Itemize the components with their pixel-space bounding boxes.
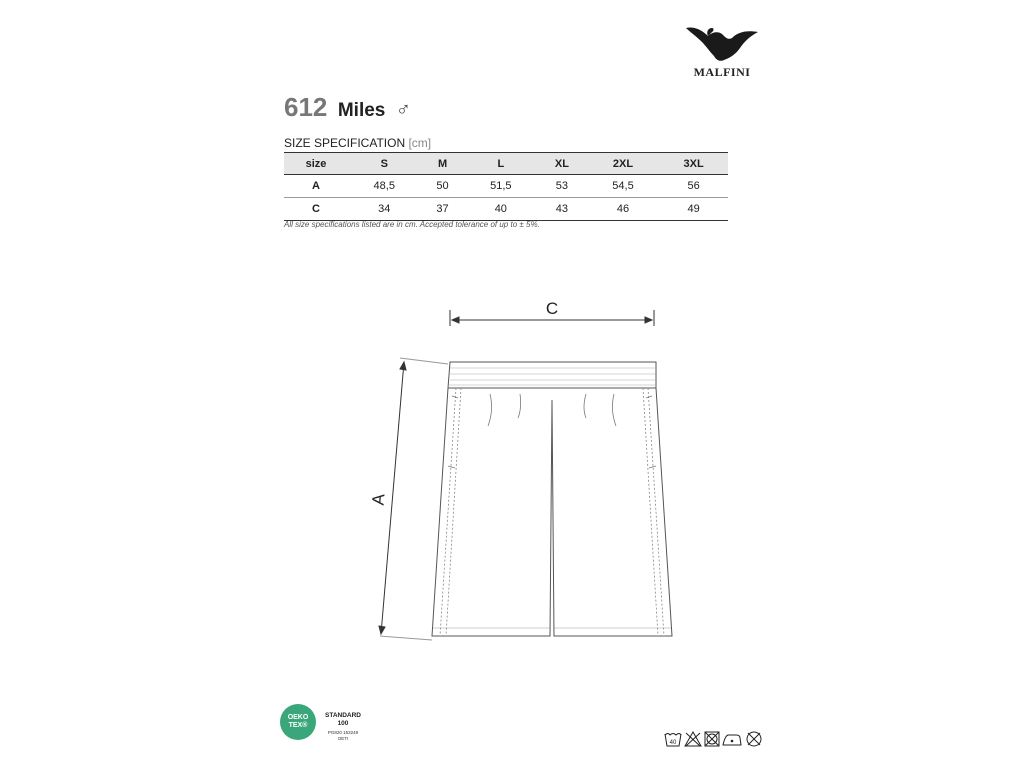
shorts-outline bbox=[432, 362, 672, 636]
table-cell: 37 bbox=[420, 198, 464, 221]
spec-heading bbox=[284, 136, 431, 150]
oeko-standard-line1: STANDARD bbox=[325, 712, 361, 719]
care-symbols bbox=[664, 730, 766, 748]
product-title bbox=[284, 92, 411, 123]
shorts-drawing bbox=[360, 290, 700, 650]
table-header-cell: 2XL bbox=[587, 153, 659, 175]
table-cell: 40 bbox=[465, 198, 537, 221]
no-dry-clean-icon bbox=[747, 732, 761, 746]
gender-symbol: ♂ bbox=[395, 99, 411, 121]
table-cell: 54,5 bbox=[587, 175, 659, 198]
iron-low-icon bbox=[723, 735, 741, 745]
table-cell: A bbox=[284, 175, 348, 198]
oeko-badge-line1: OEKO bbox=[287, 714, 309, 721]
table-cell: 50 bbox=[420, 175, 464, 198]
svg-text:40: 40 bbox=[669, 740, 677, 746]
spec-heading-text: SIZE SPECIFICATION bbox=[284, 136, 406, 150]
table-header-cell: M bbox=[420, 153, 464, 175]
product-name: Miles bbox=[337, 100, 386, 121]
tolerance-note: All size specifications listed are in cm. Accepted tolerance of up to ± 5%. bbox=[284, 220, 540, 229]
product-code: 612 bbox=[284, 92, 328, 122]
table-header-cell: S bbox=[348, 153, 420, 175]
oeko-cert-line2: OETI bbox=[337, 736, 349, 741]
table-cell: 46 bbox=[587, 198, 659, 221]
oeko-standard bbox=[321, 712, 365, 728]
no-bleach-icon bbox=[685, 732, 701, 746]
no-tumble-dry-icon bbox=[705, 732, 719, 746]
spec-unit: [cm] bbox=[408, 136, 432, 150]
oeko-badge-line2: TEX® bbox=[288, 722, 308, 729]
oeko-standard-line2: 100 bbox=[337, 720, 349, 727]
dimension-a-label: A bbox=[368, 493, 389, 506]
table-cell: C bbox=[284, 198, 348, 221]
table-row bbox=[284, 175, 728, 198]
oeko-tex-certification bbox=[280, 704, 380, 748]
oeko-tex-badge bbox=[280, 704, 316, 740]
table-header-cell: XL bbox=[537, 153, 587, 175]
table-header-cell: L bbox=[465, 153, 537, 175]
oeko-cert-number bbox=[321, 730, 365, 742]
table-cell: 49 bbox=[659, 198, 728, 221]
table-cell: 56 bbox=[659, 175, 728, 198]
table-cell: 34 bbox=[348, 198, 420, 221]
table-header-row bbox=[284, 153, 728, 175]
wash-40-icon bbox=[665, 734, 681, 747]
brand-logo bbox=[680, 22, 760, 82]
eagle-icon bbox=[684, 22, 760, 66]
oeko-cert-line1: PG820 153249 bbox=[327, 730, 359, 735]
table-header-cell: size bbox=[284, 153, 348, 175]
table-cell: 51,5 bbox=[465, 175, 537, 198]
table-cell: 48,5 bbox=[348, 175, 420, 198]
table-cell: 43 bbox=[537, 198, 587, 221]
table-row bbox=[284, 198, 728, 221]
table-header-cell: 3XL bbox=[659, 153, 728, 175]
dimension-c-label: C bbox=[545, 299, 559, 318]
table-cell: 53 bbox=[537, 175, 587, 198]
size-table bbox=[284, 152, 728, 221]
brand-name: MALFINI bbox=[693, 65, 751, 79]
